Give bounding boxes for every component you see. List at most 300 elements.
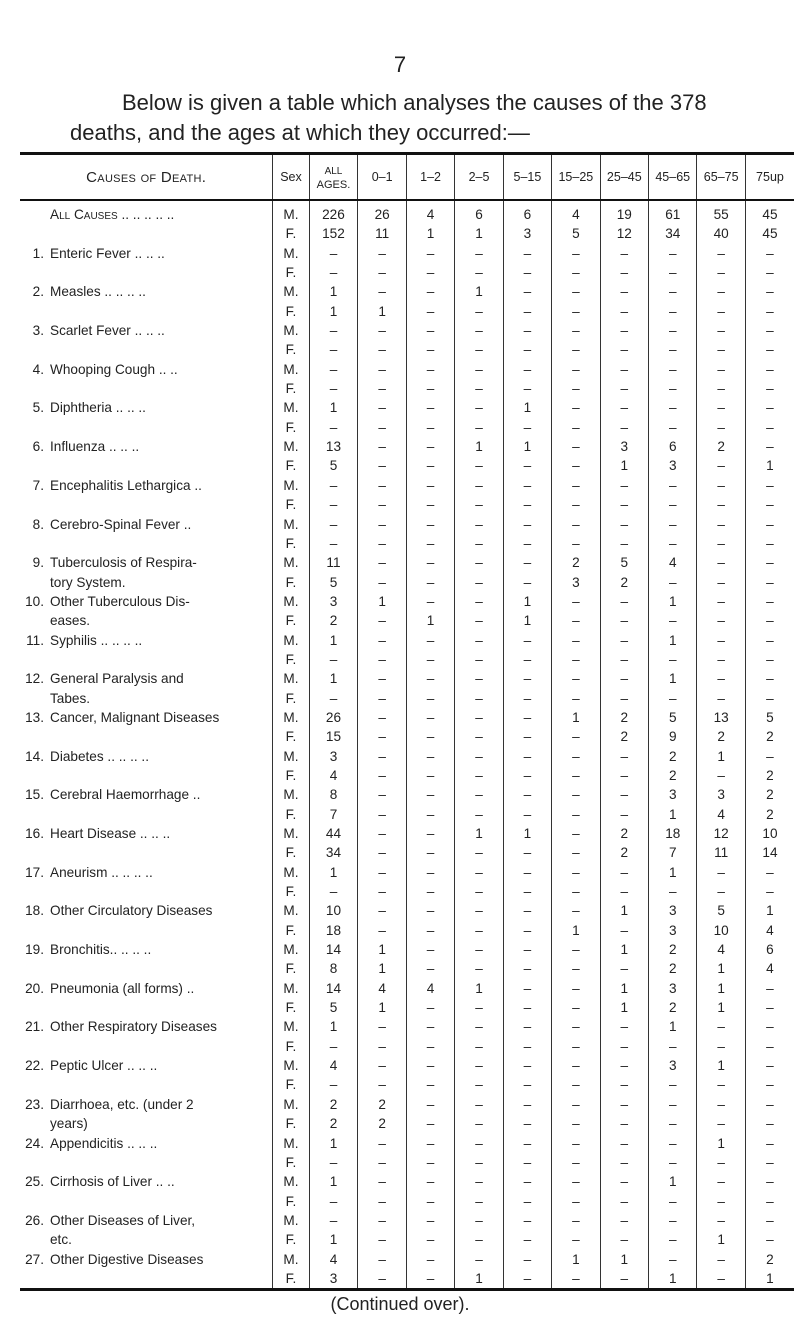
age-group-cell: 2 [600,708,648,727]
age-group-cell: – [697,282,745,301]
sex-cell: M. [273,1172,309,1191]
all-ages-cell: 8 [309,959,358,978]
cause-number: 23. [25,1096,44,1112]
age-group-cell: – [358,1211,406,1230]
age-group-cell: – [697,766,745,785]
cause-cell [20,282,273,301]
age-group-cell: – [455,921,503,940]
age-group-cell: – [649,360,697,379]
age-group-cell: – [455,515,503,534]
age-group-cell: – [406,650,454,669]
age-group-cell: – [358,515,406,534]
header-age-group: 75up [745,154,794,201]
age-group-cell: 2 [358,1095,406,1114]
age-group-cell: – [697,263,745,282]
age-group-cell: – [552,1114,600,1133]
age-group-cell: – [503,747,551,766]
age-group-cell: – [406,998,454,1017]
cause-label: Aneurism .. .. .. .. [50,864,153,880]
age-group-cell: – [503,360,551,379]
age-group-cell: 1 [358,959,406,978]
all-ages-cell: – [309,360,358,379]
age-group-cell: – [503,456,551,475]
age-group-cell: – [649,244,697,263]
cause-number: 14. [25,748,44,764]
all-ages-cell: 1 [309,1017,358,1036]
cause-label: Pneumonia (all forms) .. [50,980,195,996]
sex-cell: F. [273,224,309,243]
all-ages-cell: – [309,515,358,534]
cause-cell [20,882,273,901]
age-group-cell: – [406,263,454,282]
age-group-cell: – [552,1211,600,1230]
age-group-cell: – [455,1114,503,1133]
table-row [20,1037,794,1056]
age-group-cell: – [455,379,503,398]
all-ages-cell: 226 [309,200,358,224]
cause-number: 4. [32,361,44,377]
cause-cell [20,1134,273,1153]
age-group-cell: – [600,1037,648,1056]
header-age-group: 5–15 [503,154,551,201]
age-group-cell: 1 [649,805,697,824]
age-group-cell: – [600,747,648,766]
cause-number: 22. [25,1058,44,1074]
age-group-cell: – [697,360,745,379]
sex-cell: M. [273,282,309,301]
cause-cell [20,979,273,998]
age-group-cell: – [649,1192,697,1211]
all-ages-cell: 3 [309,1269,358,1290]
age-group-cell: – [406,592,454,611]
age-group-cell: – [503,1037,551,1056]
all-ages-cell: 11 [309,553,358,572]
age-group-cell: 45 [745,200,794,224]
cause-number: 20. [25,980,44,996]
age-group-cell: – [358,824,406,843]
age-group-cell: – [745,1192,794,1211]
age-group-cell: – [745,747,794,766]
table-row [20,200,794,224]
age-group-cell: – [503,340,551,359]
age-group-cell: – [600,476,648,495]
age-group-cell: – [600,650,648,669]
sex-cell: F. [273,1114,309,1133]
age-group-cell: – [455,1230,503,1249]
age-group-cell: – [697,495,745,514]
age-group-cell: – [600,592,648,611]
age-group-cell: – [358,437,406,456]
age-group-cell: – [358,708,406,727]
age-group-cell: – [697,1153,745,1172]
age-group-cell: – [745,340,794,359]
cause-cell [20,1230,273,1249]
age-group-cell: – [600,340,648,359]
age-group-cell: – [503,302,551,321]
sex-cell: F. [273,921,309,940]
age-group-cell: – [358,379,406,398]
age-group-cell: – [649,1134,697,1153]
age-group-cell: – [600,669,648,688]
age-group-cell: – [649,611,697,630]
age-group-cell: 3 [649,901,697,920]
age-group-cell: – [697,631,745,650]
age-group-cell: – [745,1017,794,1036]
age-group-cell: – [600,1153,648,1172]
sex-cell: F. [273,302,309,321]
sex-cell: F. [273,1037,309,1056]
table-row [20,805,794,824]
age-group-cell: – [552,785,600,804]
age-group-cell: – [406,901,454,920]
age-group-cell: – [552,824,600,843]
age-group-cell: – [552,321,600,340]
table-row [20,727,794,746]
age-group-cell: – [649,495,697,514]
age-group-cell: 1 [600,979,648,998]
all-ages-cell: 152 [309,224,358,243]
age-group-cell: 5 [697,901,745,920]
age-group-cell: – [552,1153,600,1172]
age-group-cell: 4 [358,979,406,998]
age-group-cell: – [455,398,503,417]
age-group-cell: – [455,1037,503,1056]
age-group-cell: 2 [552,553,600,572]
cause-number: 11. [26,632,44,648]
cause-label: eases. [50,613,91,629]
age-group-cell: – [552,1017,600,1036]
age-group-cell: – [358,805,406,824]
age-group-cell: – [503,321,551,340]
cause-label: Measles .. .. .. .. [50,284,146,300]
age-group-cell: – [358,1269,406,1290]
age-group-cell: – [358,843,406,862]
age-group-cell: – [358,456,406,475]
age-group-cell: 1 [697,1056,745,1075]
all-ages-cell: – [309,418,358,437]
age-group-cell: – [406,785,454,804]
age-group-cell: – [600,611,648,630]
table-row [20,1192,794,1211]
cause-cell [20,1153,273,1172]
age-group-cell: – [503,708,551,727]
age-group-cell: – [455,592,503,611]
age-group-cell: – [552,456,600,475]
age-group-cell: 2 [697,437,745,456]
age-group-cell: 26 [358,200,406,224]
age-group-cell: – [600,1211,648,1230]
age-group-cell: – [600,1172,648,1191]
age-group-cell: – [552,476,600,495]
age-group-cell: 1 [503,824,551,843]
sex-cell: M. [273,1095,309,1114]
age-group-cell: 55 [697,200,745,224]
sex-cell: M. [273,398,309,417]
age-group-cell: – [552,360,600,379]
age-group-cell: – [358,282,406,301]
cause-cell [20,418,273,437]
age-group-cell: – [552,805,600,824]
all-ages-cell: – [309,321,358,340]
table-row [20,553,794,572]
sex-cell: M. [273,592,309,611]
age-group-cell: – [649,689,697,708]
cause-label: Other Tuberculous Dis- [50,593,190,609]
age-group-cell: – [455,553,503,572]
sex-cell: F. [273,843,309,862]
age-group-cell: – [406,515,454,534]
age-group-cell: – [552,843,600,862]
age-group-cell: – [455,1017,503,1036]
table-row [20,1211,794,1230]
age-group-cell: – [552,1192,600,1211]
age-group-cell: – [406,959,454,978]
age-group-cell: 1 [406,224,454,243]
cause-cell [20,302,273,321]
age-group-cell: – [503,1017,551,1036]
age-group-cell: – [406,1114,454,1133]
age-group-cell: – [358,1192,406,1211]
age-group-cell: 45 [745,224,794,243]
age-group-cell: 1 [552,708,600,727]
all-ages-cell: 4 [309,1056,358,1075]
continued-note: (Continued over). [330,1294,470,1314]
cause-number: 21. [25,1019,44,1035]
all-ages-cell: 2 [309,1095,358,1114]
all-ages-cell: 44 [309,824,358,843]
table-row [20,379,794,398]
all-ages-cell: 34 [309,843,358,862]
age-group-cell: 1 [503,592,551,611]
age-group-cell: – [745,244,794,263]
age-group-cell: – [406,882,454,901]
all-ages-cell: – [309,476,358,495]
age-group-cell: – [455,882,503,901]
cause-label: Tuberculosis of Respira- [50,555,197,571]
cause-cell [20,1250,273,1269]
age-group-cell: – [358,631,406,650]
age-group-cell: – [406,1172,454,1191]
age-group-cell: – [552,901,600,920]
age-group-cell: – [697,863,745,882]
all-ages-cell: – [309,340,358,359]
age-group-cell: – [552,766,600,785]
age-group-cell: – [745,321,794,340]
all-ages-cell: 1 [309,1172,358,1191]
age-group-cell: – [552,1230,600,1249]
cause-label: Appendicitis .. .. .. [50,1135,158,1151]
cause-cell [20,495,273,514]
age-group-cell: – [552,1134,600,1153]
sex-cell: F. [273,998,309,1017]
age-group-cell: – [358,901,406,920]
age-group-cell: 40 [697,224,745,243]
page-number: 7 [393,52,407,77]
age-group-cell: – [745,398,794,417]
all-ages-cell: – [309,263,358,282]
cause-number: 18. [25,903,44,919]
all-ages-cell: – [309,379,358,398]
age-group-cell: – [600,785,648,804]
table-row [20,631,794,650]
cause-label: Peptic Ulcer .. .. .. [50,1058,158,1074]
sex-cell: F. [273,727,309,746]
age-group-cell: – [745,1153,794,1172]
age-group-cell: – [552,863,600,882]
table-row [20,708,794,727]
table-row [20,959,794,978]
age-group-cell: – [503,1250,551,1269]
age-group-cell: 1 [455,224,503,243]
header-all-ages-line2: AGES. [316,179,351,191]
age-group-cell: – [503,244,551,263]
age-group-cell: – [745,979,794,998]
age-group-cell: – [358,244,406,263]
age-group-cell: – [455,650,503,669]
header-all-ages-line1: ALL [324,166,343,177]
age-group-cell: – [745,1211,794,1230]
age-group-cell: – [406,863,454,882]
sex-cell: F. [273,1075,309,1094]
age-group-cell: – [406,669,454,688]
age-group-cell: – [600,360,648,379]
age-group-cell: – [552,515,600,534]
age-group-cell: – [552,1095,600,1114]
cause-cell [20,727,273,746]
age-group-cell: – [745,882,794,901]
age-group-cell: – [649,321,697,340]
sex-cell: M. [273,863,309,882]
table-body [20,200,794,1290]
age-group-cell: – [406,824,454,843]
cause-cell [20,1056,273,1075]
cause-cell [20,959,273,978]
age-group-cell: – [600,302,648,321]
age-group-cell: – [649,1230,697,1249]
age-group-cell: 1 [455,979,503,998]
age-group-cell: 1 [649,1269,697,1290]
age-group-cell: – [455,573,503,592]
age-group-cell: – [552,379,600,398]
cause-cell [20,650,273,669]
cause-number: 13. [25,709,44,725]
age-group-cell: 5 [649,708,697,727]
age-group-cell: – [406,689,454,708]
age-group-cell: – [406,805,454,824]
table-row [20,573,794,592]
age-group-cell: – [503,263,551,282]
age-group-cell: – [697,321,745,340]
age-group-cell: 6 [745,940,794,959]
age-group-cell: – [455,940,503,959]
age-group-cell: – [503,1230,551,1249]
age-group-cell: – [600,631,648,650]
age-group-cell: 4 [745,959,794,978]
age-group-cell: – [406,1056,454,1075]
age-group-cell: – [745,1230,794,1249]
sex-cell: F. [273,1192,309,1211]
table-row [20,360,794,379]
table-row [20,302,794,321]
age-group-cell: 2 [600,573,648,592]
age-group-cell: – [697,1095,745,1114]
cause-number [22,205,50,224]
age-group-cell: – [406,534,454,553]
age-group-cell: 11 [358,224,406,243]
table-row [20,1230,794,1249]
sex-cell: F. [273,456,309,475]
age-group-cell: – [600,805,648,824]
age-group-cell: – [745,1134,794,1153]
age-group-cell: 1 [358,940,406,959]
cause-cell [20,631,273,650]
table-row [20,1250,794,1269]
age-group-cell: 1 [697,959,745,978]
all-ages-cell: 2 [309,611,358,630]
all-ages-cell: – [309,244,358,263]
age-group-cell: 2 [649,940,697,959]
age-group-cell: 1 [455,824,503,843]
age-group-cell: – [697,302,745,321]
age-group-cell: – [649,1095,697,1114]
age-group-cell: – [697,1211,745,1230]
sex-cell: M. [273,1056,309,1075]
age-group-cell: 1 [697,1134,745,1153]
age-group-cell: – [358,263,406,282]
sex-cell: F. [273,882,309,901]
age-group-cell: – [455,1250,503,1269]
header-sex: Sex [273,154,309,201]
age-group-cell: – [649,1250,697,1269]
age-group-cell: 1 [697,979,745,998]
age-group-cell: – [358,785,406,804]
age-group-cell: – [406,573,454,592]
age-group-cell: – [600,1134,648,1153]
table-row [20,650,794,669]
age-group-cell: – [600,1230,648,1249]
age-group-cell: – [358,553,406,572]
age-group-cell: – [406,1269,454,1290]
age-group-cell: 1 [600,901,648,920]
age-group-cell: – [552,940,600,959]
age-group-cell: – [697,553,745,572]
age-group-cell: – [503,805,551,824]
cause-label: Cirrhosis of Liver .. .. [50,1174,175,1190]
age-group-cell: 4 [697,805,745,824]
age-group-cell: 1 [552,1250,600,1269]
age-group-cell: 3 [649,456,697,475]
age-group-cell: – [697,1075,745,1094]
sex-cell: M. [273,824,309,843]
age-group-cell: – [697,418,745,437]
table-row [20,998,794,1017]
all-ages-cell: 15 [309,727,358,746]
age-group-cell: – [406,1153,454,1172]
all-ages-cell: – [309,689,358,708]
cause-label: All Causes .. .. .. .. .. [50,207,175,222]
age-group-cell: – [649,1114,697,1133]
age-group-cell: – [455,611,503,630]
age-group-cell: – [503,1075,551,1094]
table-row [20,534,794,553]
age-group-cell: – [455,959,503,978]
age-group-cell: – [697,573,745,592]
sex-cell: F. [273,534,309,553]
age-group-cell: 12 [697,824,745,843]
age-group-cell: – [745,418,794,437]
age-group-cell: – [406,631,454,650]
age-group-cell: 34 [649,224,697,243]
